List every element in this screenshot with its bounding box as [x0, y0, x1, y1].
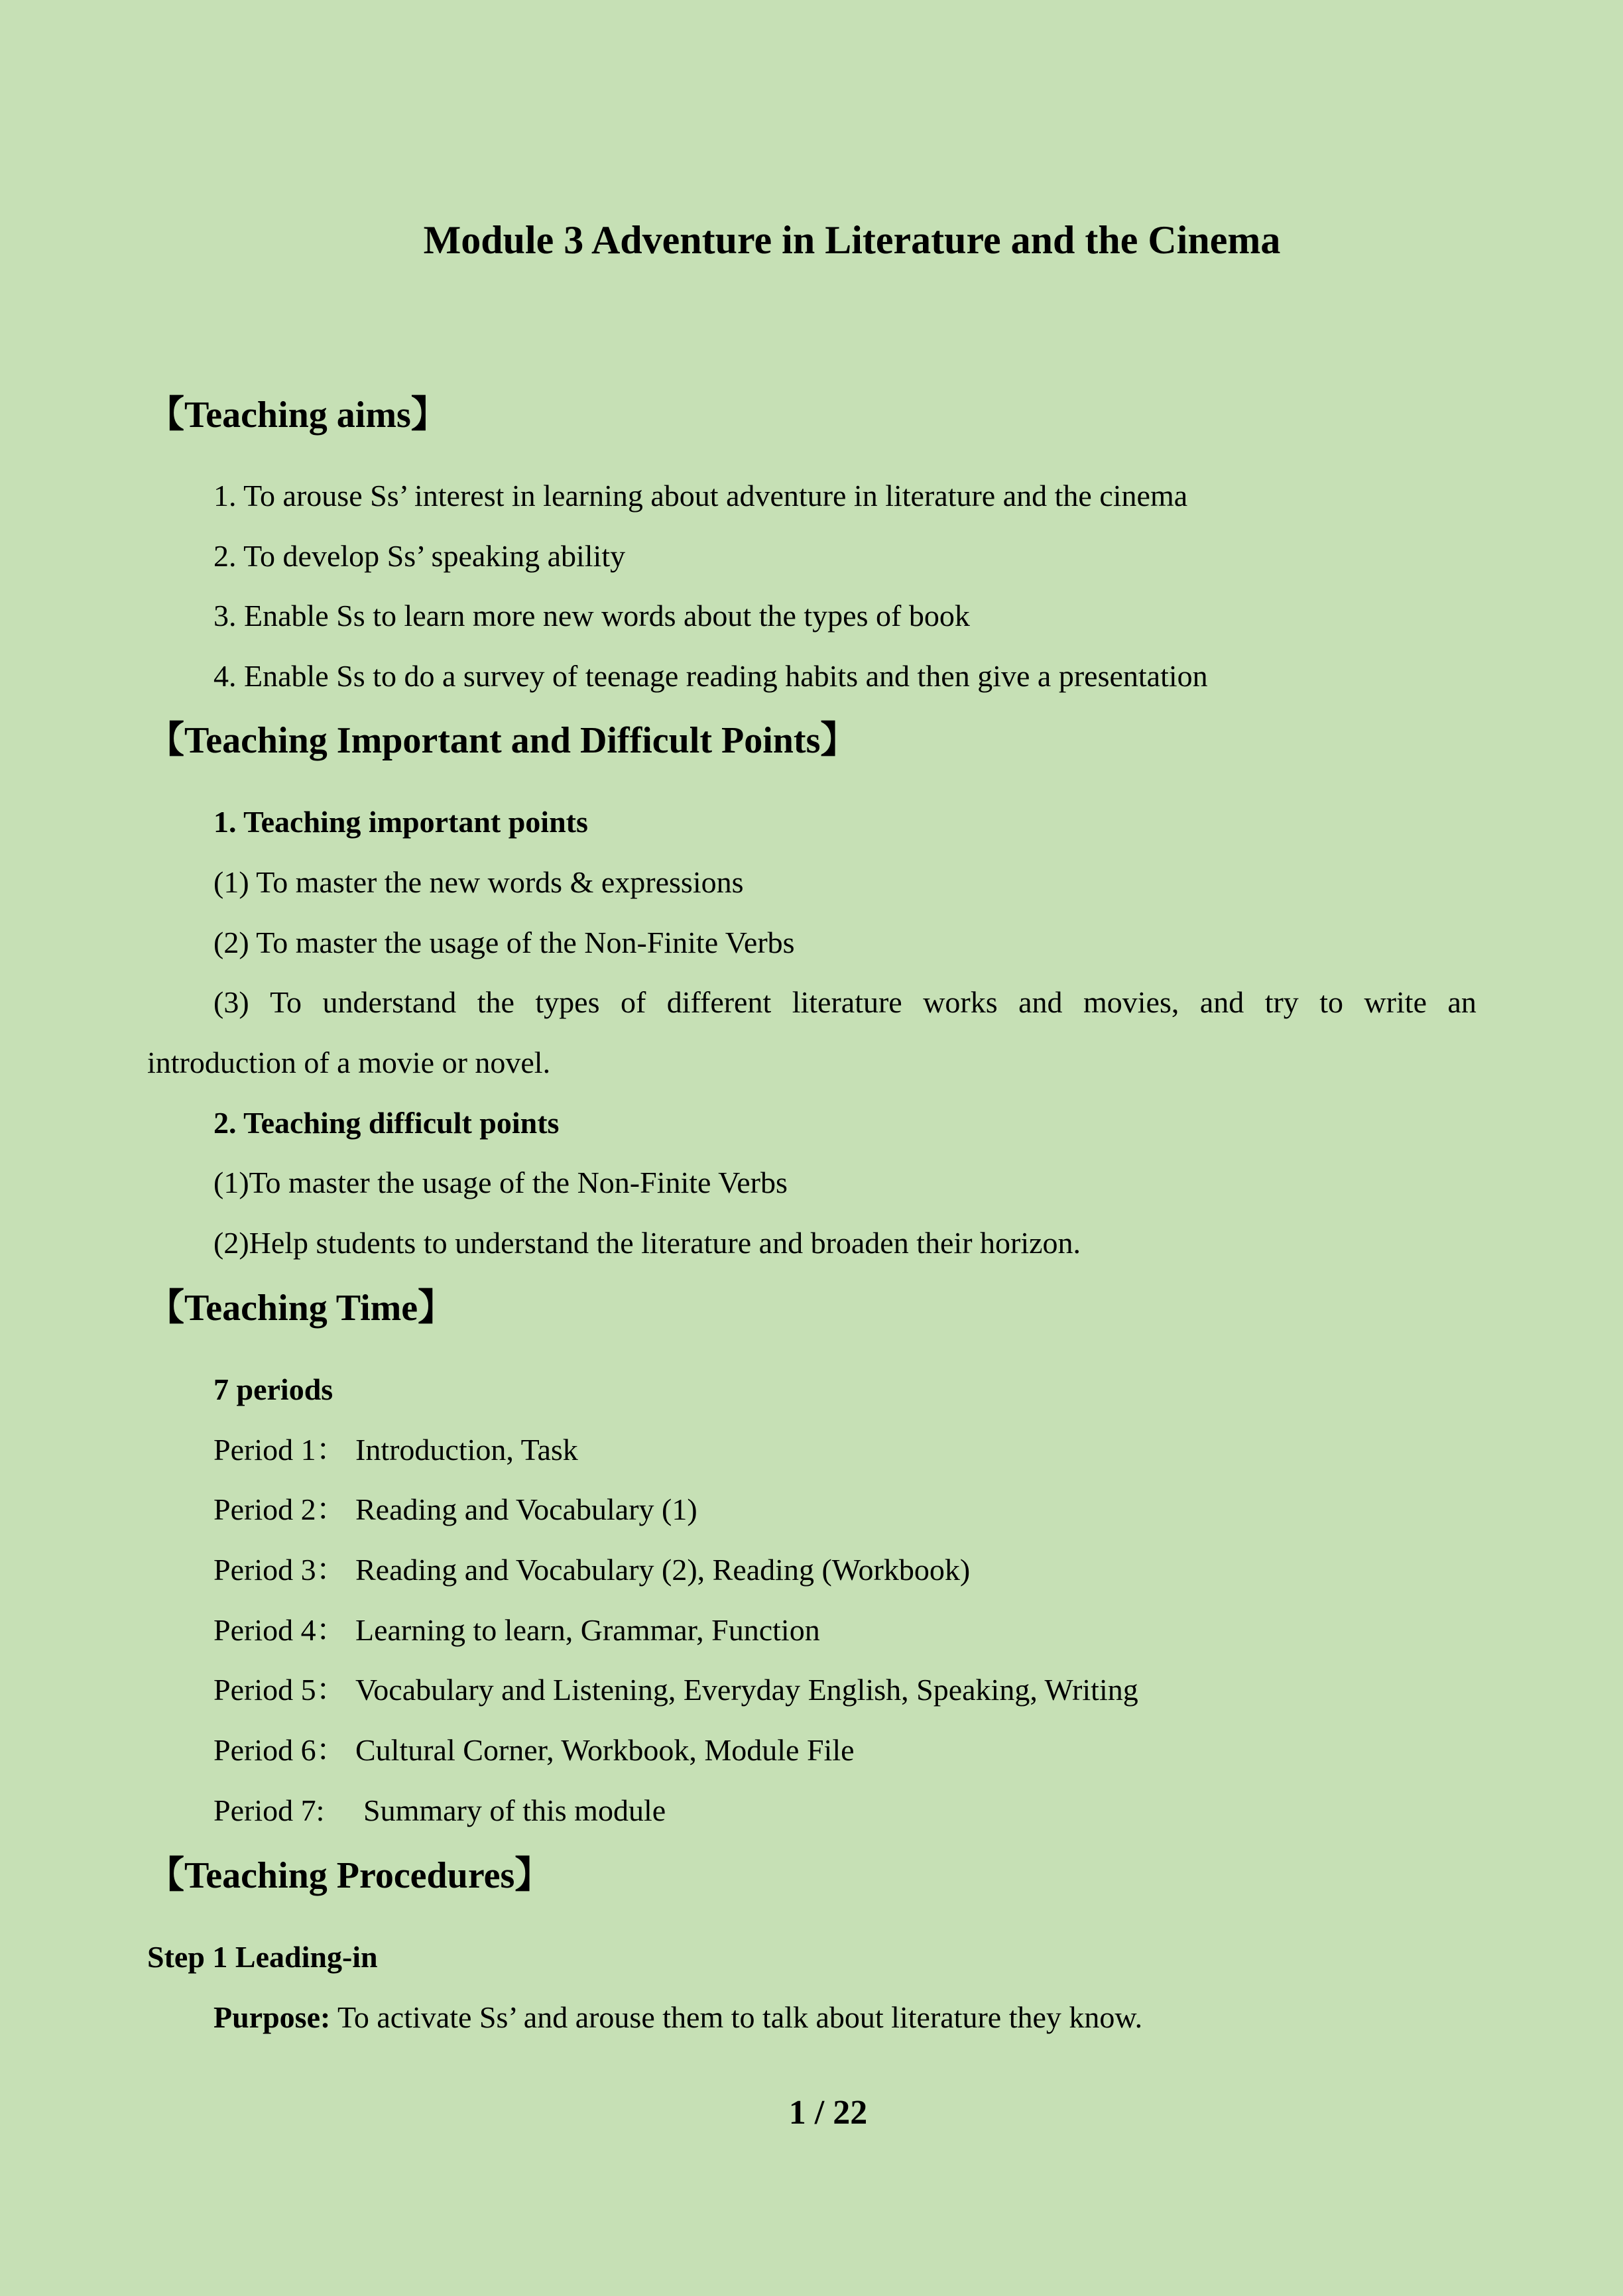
word: and [1199, 985, 1244, 1019]
total-periods: 7 periods [213, 1372, 333, 1406]
period-label: Period 5： [213, 1673, 347, 1707]
word: types [535, 985, 600, 1019]
section-heading-points: 【Teaching Important and Difficult Points】 [147, 720, 858, 761]
word: the [477, 985, 514, 1019]
section-heading-aims: 【Teaching aims】 [147, 394, 448, 436]
period-row [213, 1490, 697, 1530]
period-label: Period 1： [213, 1433, 347, 1467]
period-label: Period 7: [213, 1793, 325, 1827]
difficult-point-item: (1)To master the usage of the Non-Finite Verbs [213, 1166, 788, 1199]
word: to [1319, 985, 1344, 1019]
purpose-label: Purpose: [213, 2000, 331, 2034]
period-content: Summary of this module [363, 1793, 666, 1827]
period-label: Period 3： [213, 1553, 347, 1587]
period-content: Learning to learn, Grammar, Function [355, 1613, 820, 1647]
period-row [213, 1791, 666, 1831]
important-point-item: (2) To master the usage of the Non-Finite Verbs [213, 926, 795, 959]
aim-item: 2. To develop Ss’ speaking ability [213, 539, 626, 573]
period-label: Period 2： [213, 1492, 347, 1526]
period-content: Cultural Corner, Workbook, Module File [355, 1733, 855, 1767]
period-content: Reading and Vocabulary (2), Reading (Workbook) [355, 1553, 971, 1587]
period-label: Period 6： [213, 1733, 347, 1767]
difficult-point-item: (2)Help students to understand the literature and broaden their horizon. [213, 1226, 1081, 1260]
period-content: Reading and Vocabulary (1) [355, 1492, 697, 1526]
difficult-points-title: 2. Teaching difficult points [213, 1106, 560, 1140]
word: movies, [1083, 985, 1179, 1019]
page-number: 1 / 22 [788, 2094, 868, 2132]
period-label: Period 4： [213, 1613, 347, 1647]
step-title: Step 1 Leading-in [147, 1940, 378, 1974]
purpose-line [213, 1998, 1142, 2037]
word: different [666, 985, 772, 1019]
word: and [1018, 985, 1063, 1019]
word: To [270, 985, 302, 1019]
important-point-3-text [213, 983, 1476, 1022]
word: write [1364, 985, 1427, 1019]
important-point-item-3-continued: introduction of a movie or novel. [147, 1046, 551, 1079]
word: of [620, 985, 646, 1019]
word: understand [322, 985, 457, 1019]
important-point-item: (1) To master the new words & expressions [213, 865, 744, 899]
page-title: Module 3 Adventure in Literature and the Cinema [423, 218, 1281, 262]
period-row [213, 1430, 578, 1470]
important-points-title: 1. Teaching important points [213, 805, 588, 839]
section-heading-time: 【Teaching Time】 [147, 1288, 455, 1329]
aim-item: 4. Enable Ss to do a survey of teenage reading habits and then give a presentation [213, 659, 1208, 693]
word: works [923, 985, 998, 1019]
period-row [213, 1550, 970, 1590]
purpose-text: To activate Ss’ and arouse them to talk about literature they know. [330, 2000, 1143, 2034]
period-content: Vocabulary and Listening, Everyday English, Speaking, Writing [355, 1673, 1138, 1707]
period-row [213, 1610, 820, 1650]
aim-item: 1. To arouse Ss’ interest in learning about adventure in literature and the cinema [213, 479, 1188, 513]
important-point-item-3 [213, 983, 1476, 1022]
section-heading-procedures: 【Teaching Procedures】 [147, 1855, 552, 1896]
word: literature [792, 985, 902, 1019]
word: (3) [213, 985, 249, 1019]
aim-item: 3. Enable Ss to learn more new words about the types of book [213, 599, 970, 633]
period-row [213, 1670, 1138, 1710]
word: an [1447, 985, 1476, 1019]
period-row [213, 1730, 855, 1770]
word: try [1264, 985, 1299, 1019]
period-content: Introduction, Task [355, 1433, 578, 1467]
